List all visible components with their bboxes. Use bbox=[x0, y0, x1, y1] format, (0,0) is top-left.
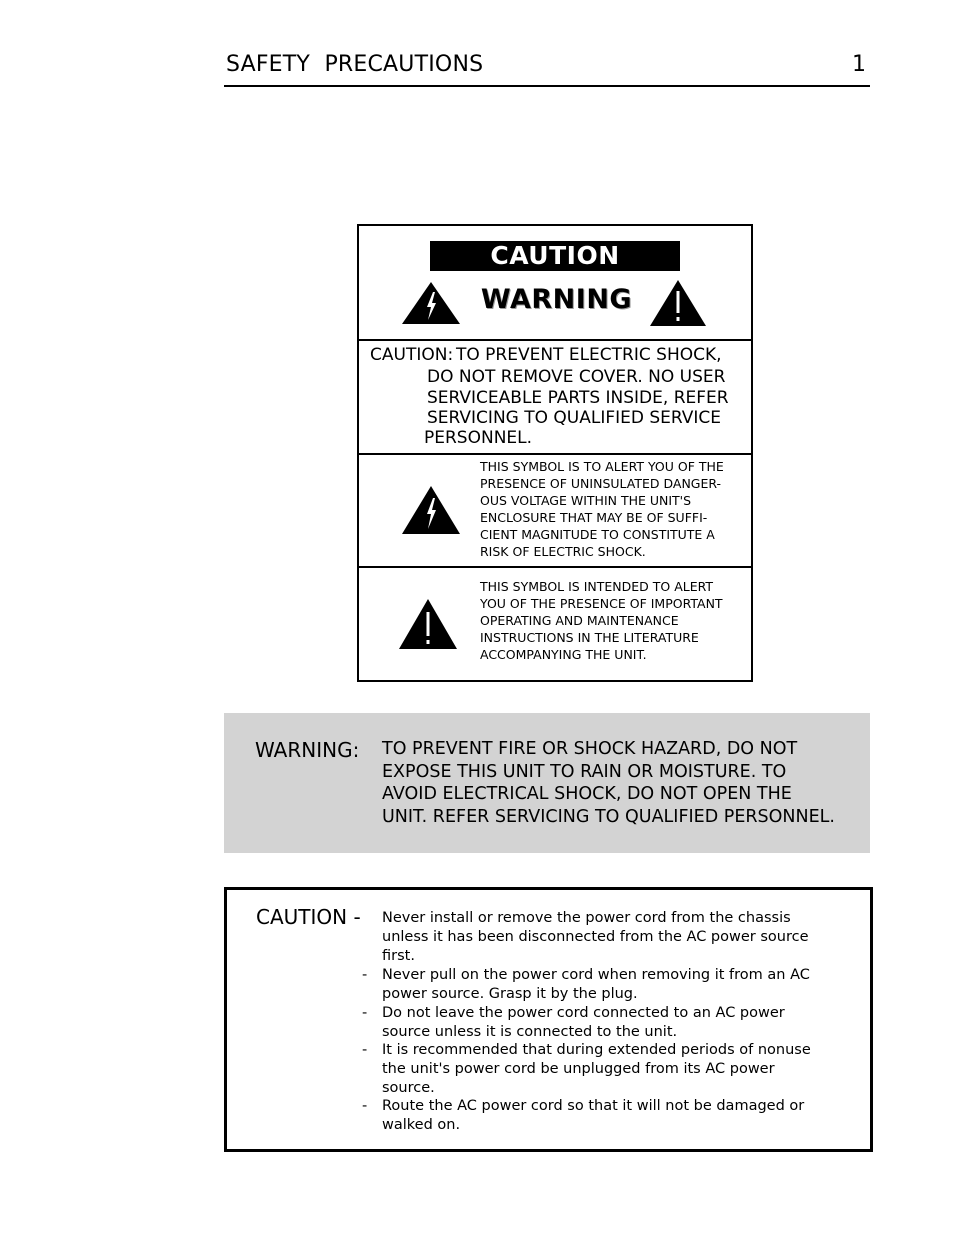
caution-item-text: Do not leave the power cord connected to an AC power source unless it is connected to the unit. bbox=[382, 1005, 785, 1040]
caution-item-dash: - bbox=[362, 967, 368, 983]
caution-label: CAUTION - bbox=[256, 905, 361, 929]
warning-word: WARNING bbox=[480, 284, 633, 315]
caution-item-text: Never install or remove the power cord from the chassis unless it has been disconnected from the AC power source first. bbox=[382, 910, 809, 964]
page-header bbox=[224, 50, 870, 87]
exclamation-triangle-icon bbox=[650, 280, 706, 330]
warning-panel bbox=[224, 713, 870, 853]
exclamation-symbol-description: THIS SYMBOL IS INTENDED TO ALERT YOU OF THE PRESENCE OF IMPORTANT OPERATING AND MAINTENANCE INSTRUCTIONS IN THE LITERATURE ACCOMPANYING THE UNIT. bbox=[480, 579, 723, 662]
caution-item-text: Never pull on the power cord when removing it from an AC power source. Grasp it by the plug. bbox=[382, 967, 810, 1002]
lightning-triangle-icon bbox=[402, 486, 460, 538]
caution-prefix: CAUTION: bbox=[370, 345, 454, 365]
page-number: 1 bbox=[852, 52, 866, 77]
caution-line: PERSONNEL. bbox=[424, 428, 533, 448]
caution-item-text: Route the AC power cord so that it will not be damaged or walked on. bbox=[382, 1098, 805, 1133]
caution-banner: CAUTION bbox=[430, 241, 680, 271]
warning-label: WARNING: bbox=[255, 738, 360, 762]
caution-line: SERVICEABLE PARTS INSIDE, REFER bbox=[427, 388, 729, 408]
page-title: SAFETY PRECAUTIONS bbox=[226, 52, 484, 77]
caution-item-dash: - bbox=[362, 1042, 368, 1058]
caution-label-box bbox=[357, 224, 753, 682]
caution-item-text: It is recommended that during extended periods of nonuse the unit's power cord be unplugged from its AC power source. bbox=[382, 1042, 811, 1096]
exclamation-symbol-row bbox=[359, 568, 751, 680]
exclamation-triangle-icon bbox=[399, 599, 457, 653]
caution-line: DO NOT REMOVE COVER. NO USER bbox=[427, 367, 726, 387]
caution-item-dash: - bbox=[362, 1098, 368, 1114]
caution-item-dash: - bbox=[362, 1005, 368, 1021]
lightning-symbol-description: THIS SYMBOL IS TO ALERT YOU OF THE PRESENCE OF UNINSULATED DANGER- OUS VOLTAGE WITHIN THE UNIT'S ENCLOSURE THAT MAY BE OF SUFFI- CIENT MAGNITUDE TO CONSTITUTE A RISK OF ELECTRIC SHOCK. bbox=[480, 459, 724, 559]
lightning-symbol-row bbox=[359, 455, 751, 568]
caution-box bbox=[224, 887, 873, 1152]
caution-statement bbox=[359, 341, 751, 455]
caution-line: SERVICING TO QUALIFIED SERVICE bbox=[427, 408, 722, 428]
label-header bbox=[359, 226, 751, 341]
warning-text: TO PREVENT FIRE OR SHOCK HAZARD, DO NOT EXPOSE THIS UNIT TO RAIN OR MOISTURE. TO AVOID ELECTRICAL SHOCK, DO NOT OPEN THE UNIT. REFER SERVICING TO QUALIFIED PERSONNEL. bbox=[382, 739, 835, 827]
caution-line: TO PREVENT ELECTRIC SHOCK, bbox=[456, 345, 722, 365]
